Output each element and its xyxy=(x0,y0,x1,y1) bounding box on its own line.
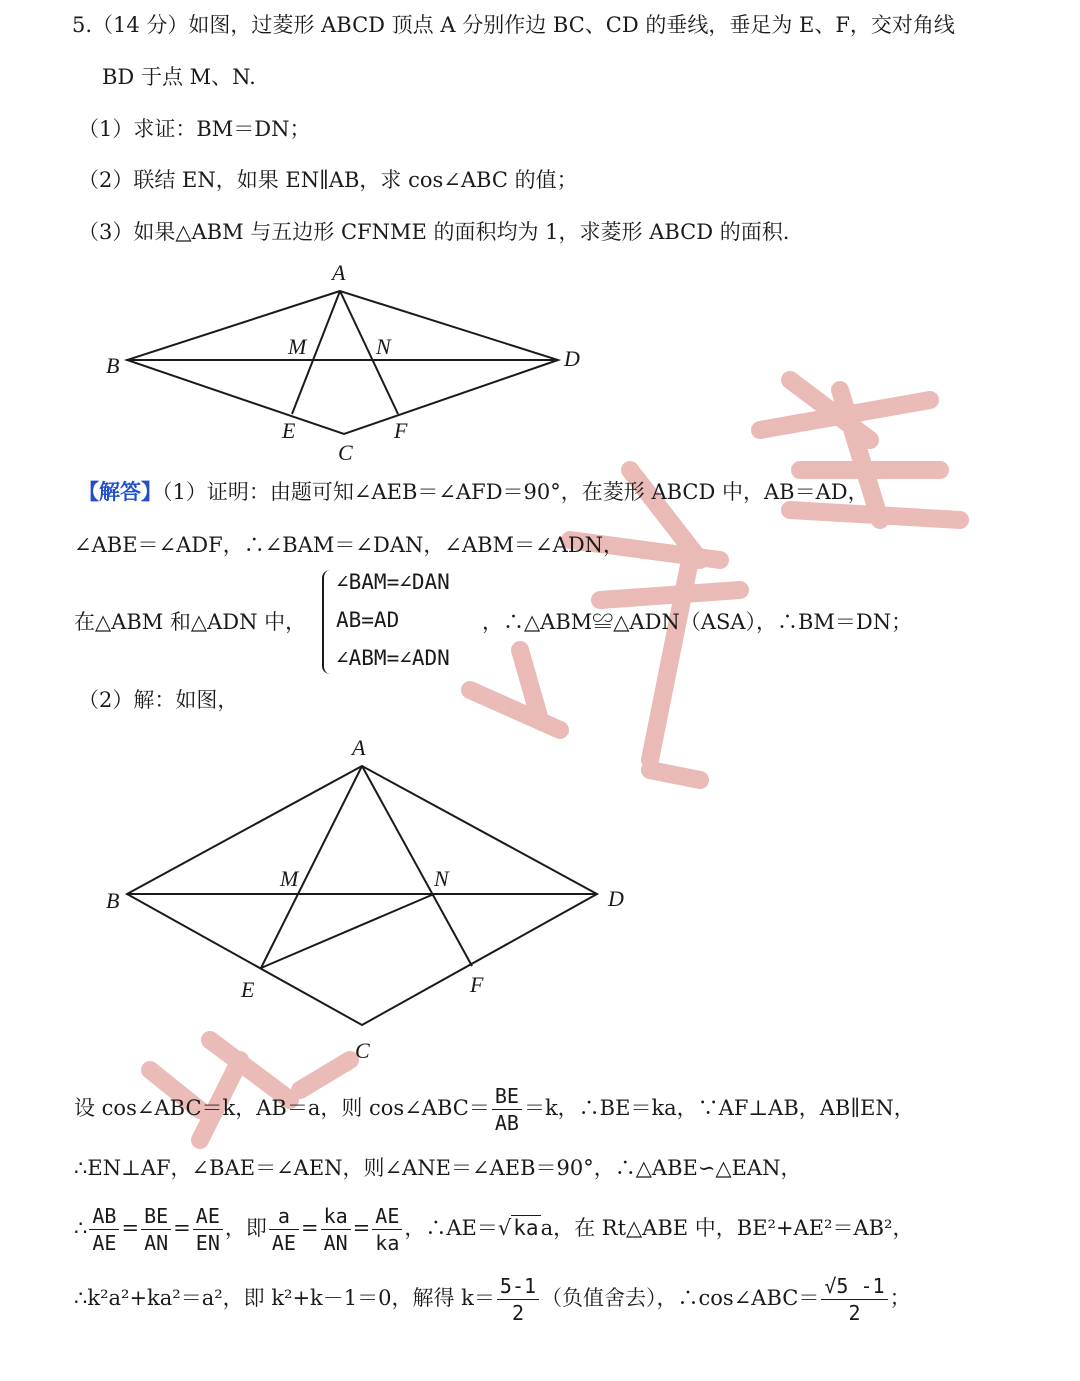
calc-line-4: ∴k²a²+ka²＝a²，即 k²+k－1＝0，解得 k＝ $\frac{5-1}{2}$ （负值舍去），∴cos∠ABC＝ $\frac{√5 -1}{2}$ ； xyxy=(74,1274,911,1325)
fig1-label-f: F xyxy=(394,418,408,443)
sqrt-ka: ka xyxy=(513,1216,539,1240)
fig2-label-b: B xyxy=(106,888,120,913)
problem-line-1: 5.（14 分）如图，过菱形 ABCD 顶点 A 分别作边 BC、CD 的垂线，垂足为 E、F，交对角线 xyxy=(72,13,955,37)
fig2-label-e: E xyxy=(241,977,255,1002)
solution-tag: 【解答】 xyxy=(78,479,162,504)
question-1: （1）求证：BM＝DN； xyxy=(78,117,311,141)
question-2: （2）联结 EN，如果 EN∥AB，求 cos∠ABC 的值； xyxy=(78,168,578,192)
calc-line-3: ∴ $\frac{AB}{AE}$ = $\frac{BE}{AN}$ = $\frac{AE}{EN}$ ，即 $\frac{a}{AE}$ = $\frac{ka}{AN}$ = $\frac{AE}{ka}$ ，∴AE＝√kaa，在 Rt△ABE 中，BE²+AE²＝AB²， xyxy=(74,1204,914,1255)
fig2-label-c: C xyxy=(355,1038,370,1063)
fig1-label-b: B xyxy=(106,353,120,378)
fraction-a-ae: $\frac{a}{AE}$ xyxy=(269,1203,299,1256)
fraction-ae-en: $\frac{AE}{EN}$ xyxy=(193,1203,223,1256)
fraction-be-an: $\frac{BE}{AN}$ xyxy=(141,1203,171,1256)
fig2-label-n: N xyxy=(434,866,449,891)
fraction-be-ab: $\frac{BE}{AB}$ xyxy=(492,1083,522,1136)
fig1-label-d: D xyxy=(564,346,580,371)
fraction-ab-ae: $\frac{AB}{AE}$ xyxy=(89,1203,119,1256)
solution-line-1: 【解答】（1）证明：由题可知∠AEB＝∠AFD＝90°，在菱形 ABCD 中，AB＝AD， xyxy=(78,479,869,504)
solution-line-3-pre: 在△ABM 和△ADN 中， xyxy=(74,610,307,634)
fig2-label-a: A xyxy=(352,735,366,760)
fig1-label-m: M xyxy=(288,334,307,359)
solution-line-2: ∠ABE＝∠ADF，∴∠BAM＝∠DAN，∠ABM＝∠ADN， xyxy=(74,533,625,557)
fig2-label-m: M xyxy=(280,866,299,891)
fig1-label-n: N xyxy=(376,334,391,359)
solution-line-3-post: ，∴△ABM≌△ADN（ASA），∴BM＝DN； xyxy=(482,610,913,634)
fraction-cos-value: $\frac{√5 -1}{2}$ xyxy=(821,1273,887,1326)
calc-line-1: 设 cos∠ABC＝k，AB＝a，则 cos∠ABC＝ $\frac{BE}{AB}$ ＝k，∴BE＝ka，∵AF⊥AB，AB∥EN， xyxy=(74,1084,915,1135)
system-eq-1: ∠BAM=∠DAN xyxy=(336,570,450,594)
solution-part-2: （2）解：如图， xyxy=(78,688,239,712)
fraction-k-value: $\frac{5-1}{2}$ xyxy=(497,1273,539,1326)
fig1-label-a: A xyxy=(332,260,346,285)
calc-line-2: ∴EN⊥AF，∠BAE＝∠AEN，则∠ANE＝∠AEB＝90°，∴△ABE∽△EAN， xyxy=(74,1156,802,1180)
fig1-label-e: E xyxy=(282,418,296,443)
fig1-label-c: C xyxy=(338,440,353,465)
system-eq-2: AB=AD xyxy=(336,608,400,632)
fraction-ka-an: $\frac{ka}{AN}$ xyxy=(321,1203,351,1256)
problem-line-2: BD 于点 M、N. xyxy=(102,65,256,89)
question-3: （3）如果△ABM 与五边形 CFNME 的面积均为 1，求菱形 ABCD 的面积. xyxy=(78,220,790,244)
fig2-label-f: F xyxy=(470,972,484,997)
fig2-label-d: D xyxy=(608,886,624,911)
system-eq-3: ∠ABM=∠ADN xyxy=(336,646,450,670)
fraction-ae-ka: $\frac{AE}{ka}$ xyxy=(372,1203,402,1256)
